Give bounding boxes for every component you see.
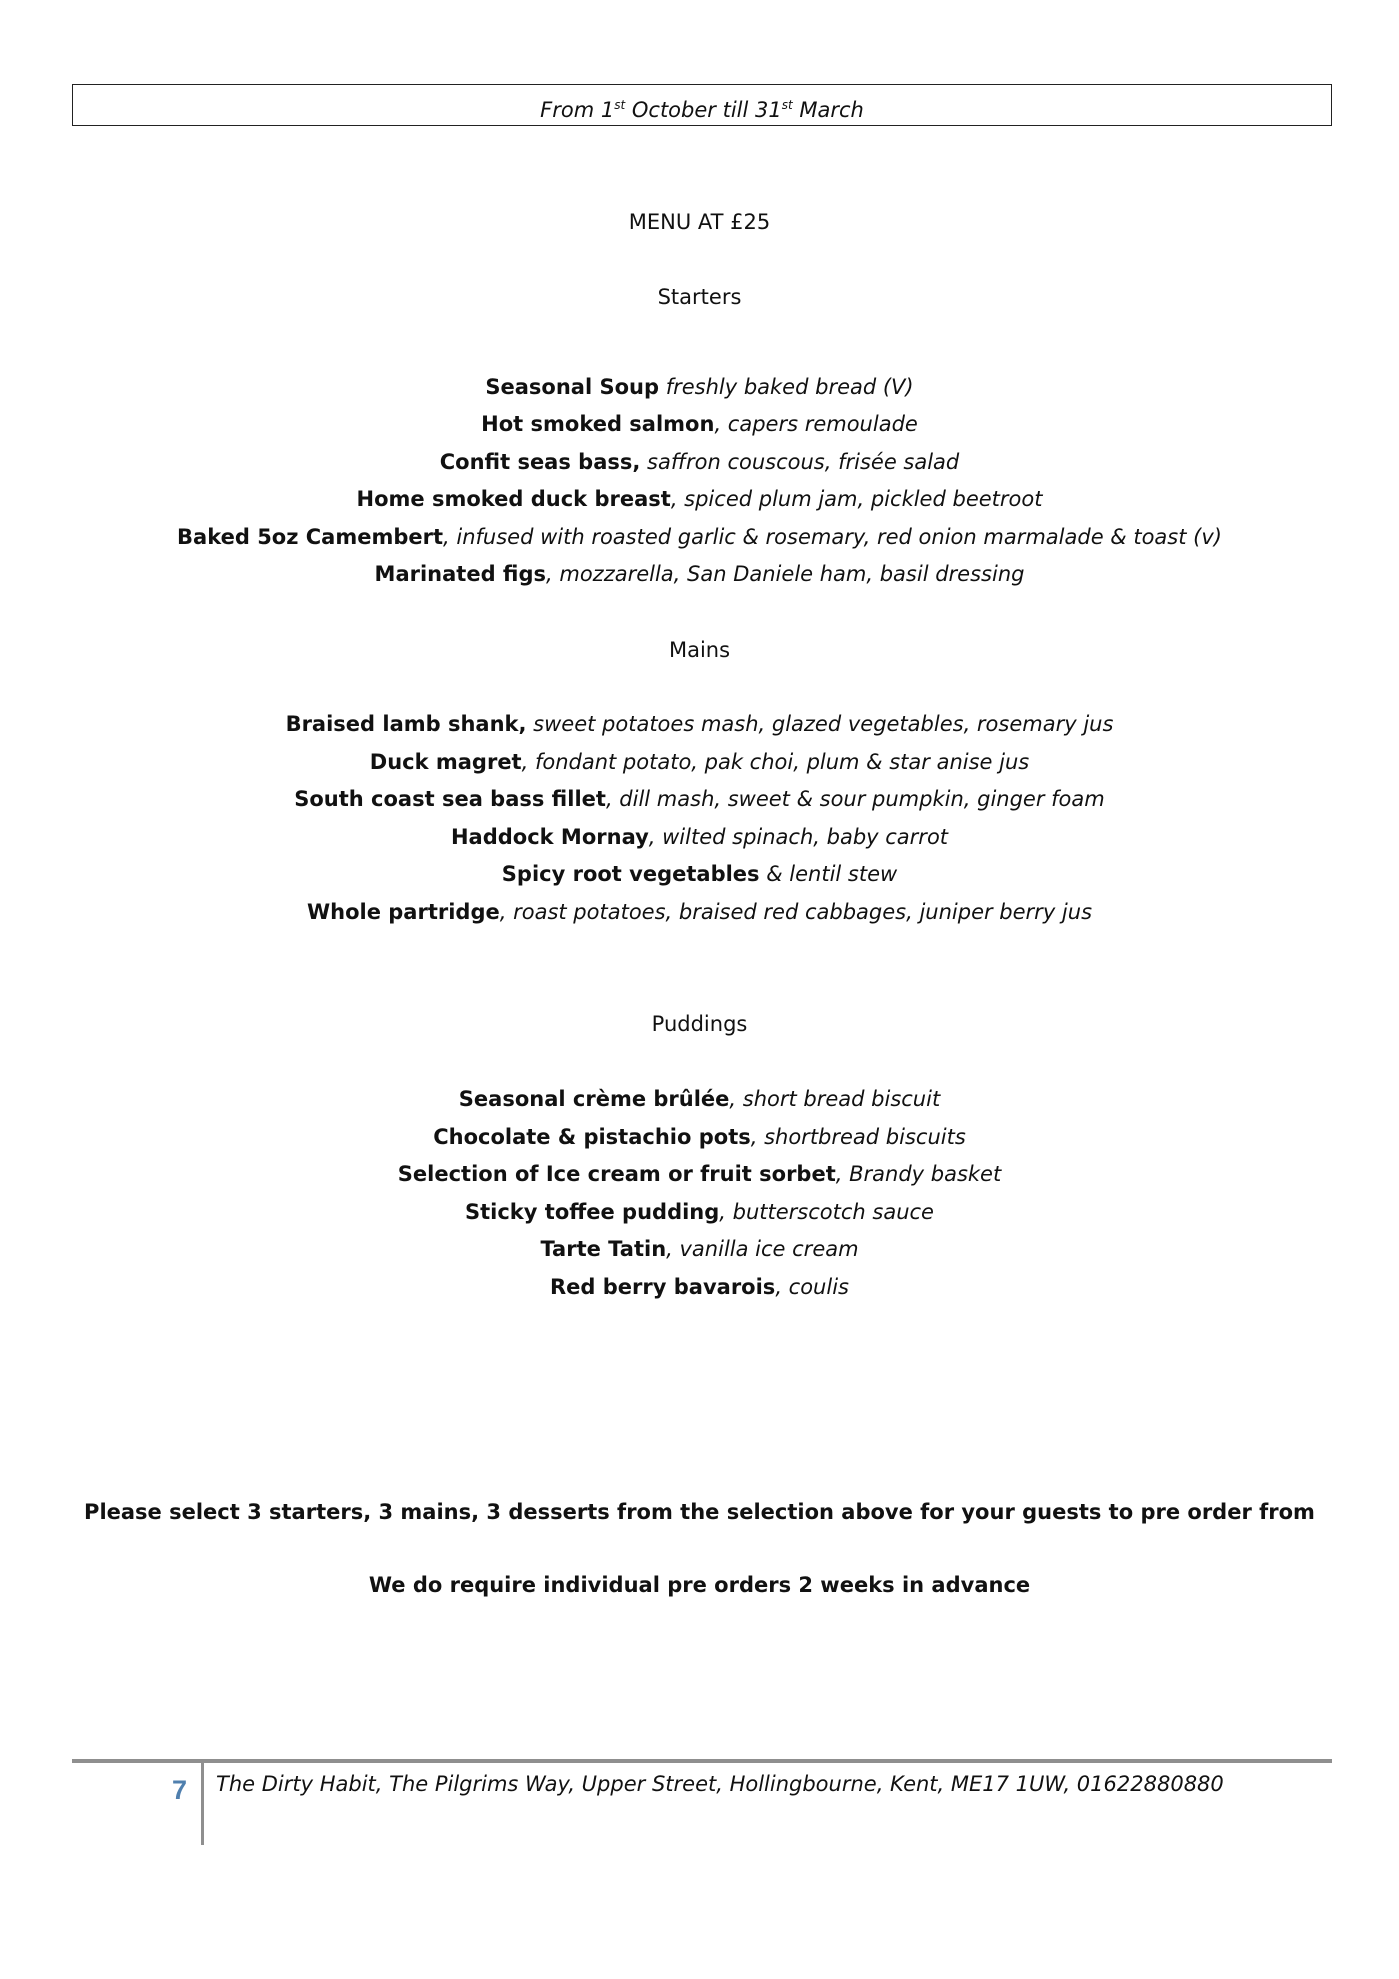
main-item <box>0 900 1399 924</box>
dish-desc: , infused with roasted garlic & rosemary, red onion marmalade & toast (v) <box>443 525 1222 549</box>
dish-desc: freshly baked bread (V) <box>659 375 914 399</box>
dish-name: Tarte Tatin <box>540 1237 667 1261</box>
dish-name: Seasonal crème brûlée <box>458 1087 730 1111</box>
pudding-item <box>0 1237 1399 1261</box>
pudding-item <box>0 1200 1399 1224</box>
dish-name: Baked 5oz Camembert <box>177 525 444 549</box>
dish-name: Red berry bavarois <box>550 1275 776 1299</box>
dish-name: Haddock Mornay <box>450 825 649 849</box>
dish-desc: , capers remoulade <box>714 412 918 436</box>
pudding-item <box>0 1162 1399 1186</box>
dish-desc: , dill mash, sweet & sour pumpkin, ginger foam <box>605 787 1105 811</box>
starters-heading: Starters <box>657 285 742 309</box>
puddings-heading: Puddings <box>651 1012 748 1036</box>
dish-desc: , shortbread biscuits <box>750 1125 966 1149</box>
dish-name: Hot smoked salmon <box>481 412 715 436</box>
dish-desc: , short bread biscuit <box>729 1087 941 1111</box>
pudding-item <box>0 1275 1399 1299</box>
dish-desc: , roast potatoes, braised red cabbages, juniper berry jus <box>499 900 1093 924</box>
dish-desc: , wilted spinach, baby carrot <box>648 825 949 849</box>
pudding-item <box>0 1125 1399 1149</box>
main-item <box>0 862 1399 886</box>
dish-desc: , fondant potato, pak choi, plum & star anise jus <box>521 750 1030 774</box>
dish-name: South coast sea bass fillet <box>294 787 606 811</box>
dish-desc: saffron couscous, frisée salad <box>640 450 960 474</box>
date-range-middle: October till 31 <box>625 98 782 122</box>
starter-item <box>0 412 1399 436</box>
main-item <box>0 712 1399 736</box>
dish-desc: , Brandy basket <box>835 1162 1002 1186</box>
dish-name: Whole partridge <box>306 900 500 924</box>
dish-desc: , spiced plum jam, pickled beetroot <box>670 487 1043 511</box>
pudding-item <box>0 1087 1399 1111</box>
dish-name: Home smoked duck breast <box>356 487 671 511</box>
footer-vertical-divider <box>201 1763 204 1845</box>
mains-heading: Mains <box>668 638 731 662</box>
dish-name: Braised lamb shank, <box>285 712 527 736</box>
date-range-sup-1: st <box>614 98 626 112</box>
footer-address: The Dirty Habit, The Pilgrims Way, Upper Street, Hollingbourne, Kent, ME17 1UW, 01622880880 <box>216 1772 1224 1796</box>
main-item <box>0 825 1399 849</box>
date-range-suffix: March <box>792 98 864 122</box>
selection-note: Please select 3 starters, 3 mains, 3 desserts from the selection above for your guests to pre order from <box>84 1500 1315 1524</box>
main-item <box>0 787 1399 811</box>
starter-item <box>0 375 1399 399</box>
dish-desc: , coulis <box>775 1275 849 1299</box>
page-number: 7 <box>172 1775 188 1805</box>
dish-name: Chocolate & pistachio pots <box>433 1125 751 1149</box>
dish-name: Sticky toffee pudding <box>465 1200 720 1224</box>
dish-desc: & lentil stew <box>759 862 898 886</box>
dish-name: Selection of Ice cream or fruit sorbet <box>397 1162 836 1186</box>
date-range-sup-2: st <box>781 98 793 112</box>
main-item <box>0 750 1399 774</box>
starter-item <box>0 487 1399 511</box>
menu-title: MENU AT £25 <box>628 210 771 234</box>
dish-desc: , mozzarella, San Daniele ham, basil dressing <box>546 562 1025 586</box>
date-range-prefix: From 1 <box>540 98 615 122</box>
starter-item <box>0 562 1399 586</box>
date-range-banner <box>72 84 1332 126</box>
dish-desc: sweet potatoes mash, glazed vegetables, rosemary jus <box>526 712 1114 736</box>
dish-desc: , vanilla ice cream <box>666 1237 859 1261</box>
preorder-note: We do require individual pre orders 2 weeks in advance <box>368 1573 1031 1597</box>
starter-item <box>0 450 1399 474</box>
dish-name: Marinated figs <box>374 562 547 586</box>
dish-name: Seasonal Soup <box>485 375 660 399</box>
dish-desc: , butterscotch sauce <box>719 1200 934 1224</box>
footer-divider <box>72 1759 1332 1763</box>
dish-name: Confit seas bass, <box>439 450 641 474</box>
starter-item <box>0 525 1399 549</box>
dish-name: Spicy root vegetables <box>501 862 760 886</box>
dish-name: Duck magret <box>369 750 522 774</box>
